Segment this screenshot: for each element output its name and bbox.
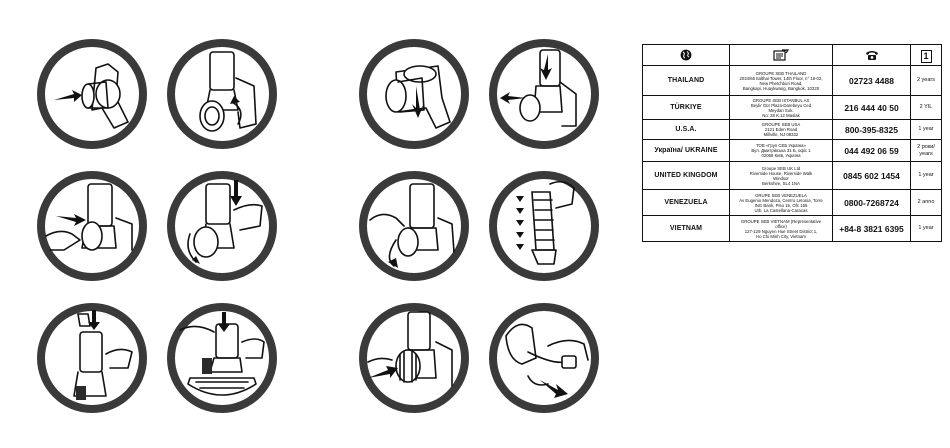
address-line: Windsor [773,175,789,181]
address-line: Beylir Gür Plaza-Darebeyu Ced [750,102,812,108]
header-address [730,45,833,66]
step-7-turn-drum-icon [358,170,470,282]
address-line: Meydan Sok. [768,107,794,113]
table-header-row [643,45,942,66]
address-cell [730,216,833,242]
phone-cell: 044 492 06 59 [833,140,911,162]
step-6-press-pusher-icon [166,170,278,282]
warranty-cell: 1 year [911,216,942,242]
address-icon [773,49,789,61]
country-cell: THAILAND [643,66,730,96]
table-row [643,96,942,120]
table-row [643,140,942,162]
warranty-cell: 2 years [911,66,942,96]
step-3-lock-drum-icon [358,38,470,150]
telephone-icon [865,49,879,61]
phone-cell: +84-8 3821 6395 [833,216,911,242]
header-phone [833,45,911,66]
phone-cell: 800-395-8325 [833,120,911,140]
address-line: Вул. Дмитрівська 31 Б, офіс 1 [751,148,811,153]
address-cell [730,96,833,120]
country-cell: VIETNAM [643,216,730,242]
address-line: Groupe SEB UK Ltd [761,165,801,171]
address-line: Ho Chi Minh City, Vietnam [756,233,806,239]
warranty-cell: 2 YIL [911,96,942,120]
table-row [643,216,942,242]
step-10-slice-into-bowl-icon [166,302,278,414]
step-12-unplug-cord-icon [488,302,600,414]
address-line: Millville, NJ 08332 [763,132,799,137]
step-11-detach-unit-icon [358,302,470,414]
address-line: 127-129 Nguyen Hue Street District 1, [744,228,818,234]
address-line: ING Bank, Piso 15, Ofc 155 [754,202,808,208]
address-cell [730,66,833,96]
table-row [643,66,942,96]
header-country [643,45,730,66]
address-line: office) [775,223,787,229]
address-line: GROUPE SEB ISTANBUL AS [752,97,810,103]
address-line: GROUPE SEB VIETNAM (Representative [740,218,822,224]
address-line: 2121 Eden Road [764,127,798,132]
service-contact-table [642,44,942,242]
step-8-press-food-icon [488,170,600,282]
address-cell [730,162,833,190]
country-cell: UNITED KINGDOM [643,162,730,190]
table-row [643,190,942,216]
address-cell [730,190,833,216]
table-row [643,162,942,190]
address-line: 02068 Київ, Україна [761,153,801,158]
step-2-rotate-drum-icon [166,38,278,150]
address-line: GRUPE SEB VENEZUELA [755,192,807,198]
country-cell: VENEZUELA [643,190,730,216]
address-line: New Phetchburi Road, [759,80,803,86]
address-line: No: 28 K.12 Maslak [762,112,800,118]
warranty-cell: 2 anno [911,190,942,216]
address-line: GROUPE SEB THAILAND [755,70,807,76]
warranty-cell: 1 year [911,162,942,190]
address-cell [730,140,833,162]
address-line: GROUPE SEB USA [761,122,801,127]
header-warranty [911,45,942,66]
country-cell: Україна/ UKRAINE [643,140,730,162]
step-5-attach-unit-icon [36,170,148,282]
table-row [643,120,942,140]
country-cell: TÜRKIYE [643,96,730,120]
warranty-cell: 1 year [911,120,942,140]
warranty-icon: 1 [921,50,932,63]
phone-cell: 02723 4488 [833,66,911,96]
step-9-load-chute-icon [36,302,148,414]
address-line: Bangkapi, Huaykwang, Bangkok, 10320 [742,85,820,91]
country-cell: U.S.A. [643,120,730,140]
step-1-insert-drum-icon [36,38,148,150]
address-line: Berkshire, SL4 1NA [762,180,800,186]
phone-cell: 0845 602 1454 [833,162,911,190]
phone-cell: 0800-7268724 [833,190,911,216]
step-4-remove-drum-icon [488,38,600,150]
phone-cell: 216 444 40 50 [833,96,911,120]
address-line: Urb. La Castellana-Caracas [754,207,808,213]
globe-icon [680,49,692,61]
address-line: Riverside House, Riverside Walk [749,170,813,176]
address-line: 2034/66 Italthai Tower, 14th Floor, n° 16-02, [739,75,823,81]
warranty-cell: 2 роки/ years [911,140,942,162]
address-line: ТОВ «Груп СЕБ Україна» [756,143,806,148]
address-line: Av Eugenio Mendoza, Centro Letonia, Torre [739,197,823,203]
address-cell [730,120,833,140]
